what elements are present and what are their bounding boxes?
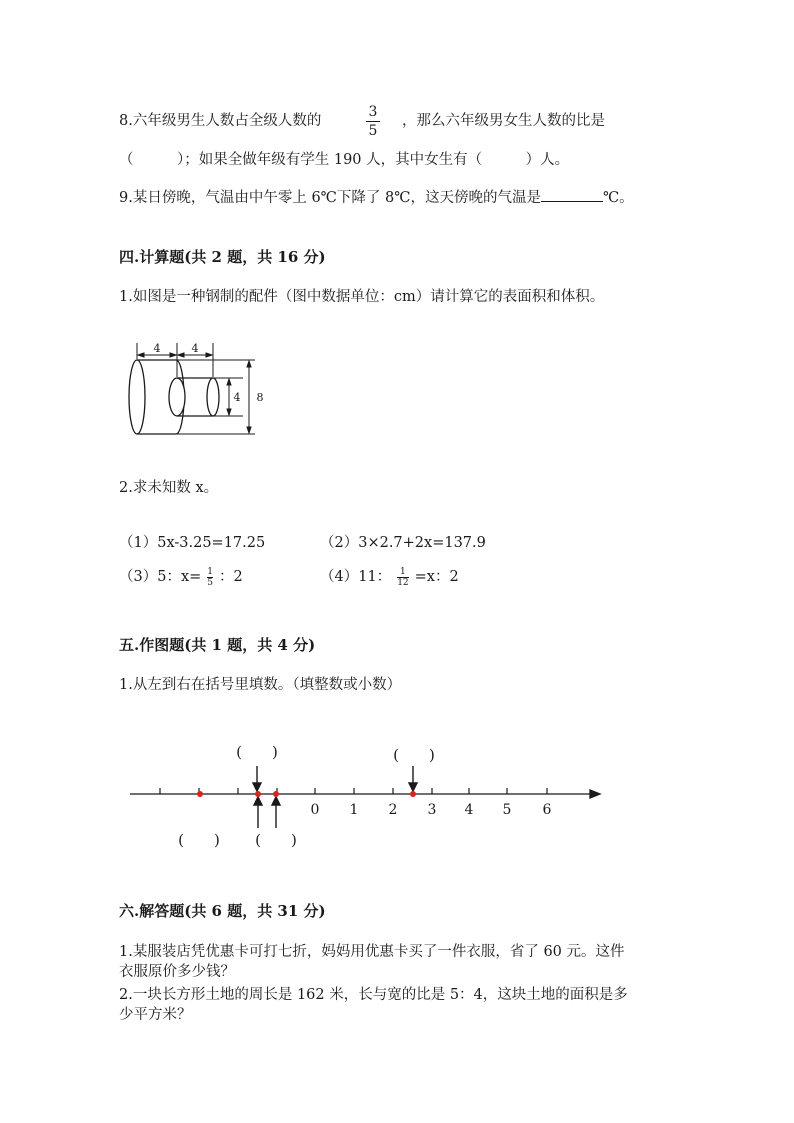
dim-label-top-left: 4 [153, 342, 161, 355]
inner-cylinder-left-face [169, 378, 185, 416]
q8-text-line2: （ ）；如果全做年级有学生 190 人，其中女生有（ ）人。 [119, 152, 570, 168]
equation-4-numerator: 1 [400, 566, 406, 577]
q8-fraction-numerator: 3 [368, 104, 378, 120]
number-line-ticks [160, 788, 547, 794]
q9-text [119, 187, 634, 208]
arrow-head [227, 409, 231, 415]
answer-blank-a[interactable]: ( ) [178, 831, 220, 849]
tick-label-5: 5 [502, 802, 512, 818]
q8-fraction [366, 104, 380, 139]
tick-label-0: 0 [310, 802, 320, 818]
q8-text-part2: ，那么六年级男女生人数的比是 [402, 113, 605, 129]
tick-label-2: 2 [388, 802, 398, 818]
arrow-head [247, 427, 251, 433]
q9-text-part1: 9.某日傍晚，气温由中午零上 6℃下降了 8℃，这天傍晚的气温是 [119, 190, 541, 206]
equation-3-denominator: 5 [207, 577, 214, 588]
section6-q1-line2: 衣服原价多少钱？ [119, 964, 235, 980]
arrow-head [247, 361, 251, 367]
section6-q2-line2: 少平方米？ [119, 1007, 192, 1023]
number-line-marker [197, 791, 203, 797]
equation-4-fraction [397, 567, 408, 588]
number-line-marker [273, 791, 279, 797]
answer-blank-b[interactable]: ( ) [236, 743, 278, 761]
tick-label-6: 6 [542, 802, 552, 818]
tick-label-4: 4 [464, 802, 474, 818]
q9-unit: ℃。 [602, 190, 634, 206]
q8-text-part1: 8.六年级男生人数占全级人数的 [119, 113, 322, 129]
dim-label-inner-height: 4 [233, 391, 241, 404]
section4-q2-text: 2.求未知数 x。 [119, 480, 219, 496]
equation-3-suffix: ：2 [219, 569, 243, 585]
number-line-marker [255, 791, 261, 797]
arrow-head [253, 783, 261, 791]
number-line-figure [120, 735, 610, 860]
section4-q1-text: 1.如图是一种钢制的配件（图中数据单位：cm）请计算它的表面积和体积。 [119, 289, 605, 305]
number-line-arrow [590, 790, 600, 798]
steel-part-figure [115, 335, 275, 445]
equation-2: （2）3×2.7+2x=137.9 [320, 535, 486, 551]
section5-q1-text: 1.从左到右在括号里填数。（填整数或小数） [119, 677, 402, 693]
tick-label-1: 1 [349, 802, 359, 818]
equation-4-prefix: （4）11： [320, 569, 392, 585]
q9-answer-blank[interactable] [541, 187, 603, 202]
outer-cylinder-left-face [129, 360, 145, 434]
equation-3-numerator: 1 [207, 566, 214, 577]
section4-title: 四.计算题(共 2 题，共 16 分) [119, 248, 326, 266]
arrow-head [272, 797, 280, 805]
arrow-head [138, 353, 144, 357]
equation-1: （1）5x-3.25=17.25 [119, 535, 266, 551]
number-line-marker [410, 791, 416, 797]
arrow-head [227, 379, 231, 385]
arrow-head [170, 353, 176, 357]
equation-4-suffix: =x：2 [414, 569, 459, 585]
equation-4 [320, 564, 459, 590]
arrow-head [206, 353, 212, 357]
answer-blank-c[interactable]: ( ) [255, 831, 297, 849]
equation-3-fraction [207, 567, 213, 588]
section5-title: 五.作图题(共 1 题，共 4 分) [119, 636, 316, 654]
section6-q1-line1: 1.某服装店凭优惠卡可打七折，妈妈用优惠卡买了一件衣服，省了 60 元。这件 [119, 944, 625, 960]
answer-blank-d[interactable]: ( ) [393, 746, 435, 764]
arrow-head [409, 783, 417, 791]
equation-3 [119, 564, 243, 590]
arrow-head [254, 797, 262, 805]
section6-title: 六.解答题(共 6 题，共 31 分) [119, 902, 326, 920]
arrow-head [178, 353, 184, 357]
section6-q2-line1: 2.一块长方形土地的周长是 162 米，长与宽的比是 5：4，这块土地的面积是多 [119, 987, 628, 1003]
inner-cylinder-right-face [207, 378, 219, 416]
dim-label-top-right: 4 [191, 342, 199, 355]
equation-4-denominator: 12 [397, 577, 409, 588]
dim-label-outer-height: 8 [256, 391, 264, 404]
equation-3-prefix: （3）5：x= [119, 569, 202, 585]
fraction-bar [366, 121, 380, 122]
tick-label-3: 3 [427, 802, 437, 818]
q8-fraction-denominator: 5 [368, 123, 378, 139]
